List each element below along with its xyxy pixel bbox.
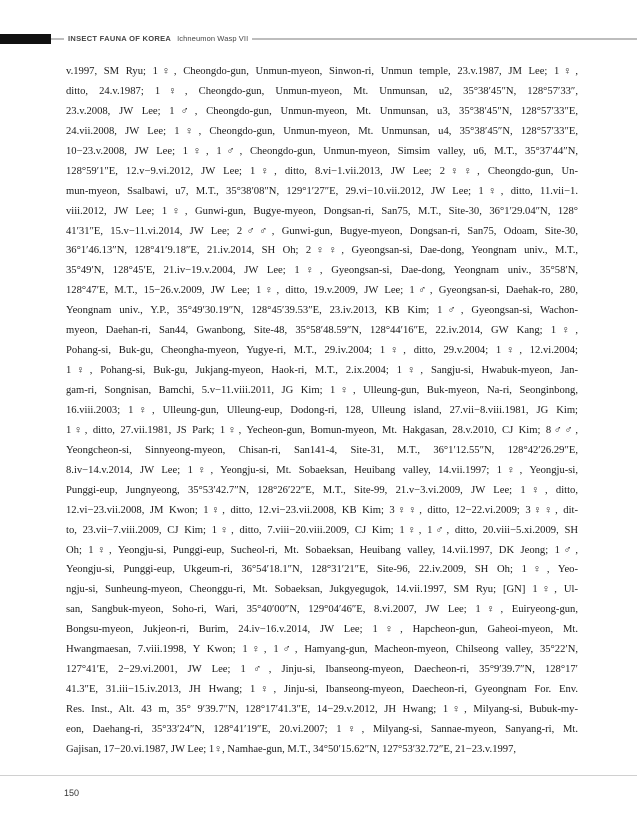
text-line: Pohang-si, Buk-gu, Cheongha-myeon, Yugye-ri, M.T., 29.iv.2004; 1♀, ditto, 29.v.2004; 1♀, 12.vi.2004; <box>66 345 578 357</box>
journal-title: INSECT FAUNA OF KOREA <box>68 34 172 43</box>
text-line: 128°47′E, M.T., 15−26.v.2009, JW Lee; 1♀, ditto, 19.v.2009, JW Lee; 1♂, Gyeongsan-si, Daehak-ro, 280, <box>66 285 578 297</box>
text-line: Punggi-eup, Jungnyeong, 35°53′42.7″N, 128°26′22″E, M.T., Site-99, 21.v−3.vi.2009, JW Lee; 1♀, ditto, <box>66 484 578 496</box>
text-line: Yeongnam univ., Y.P., 35°49′30.19″N, 128°45′39.53″E, 23.iv.2013, KB Kim; 1♂, Gyeongsan-si, Wachon- <box>66 305 578 317</box>
footer-rule <box>0 775 637 776</box>
text-line: Hwangmaesan, 7.viii.1998, Y Kwon; 1♀, 1♂, Hamyang-gun, Macheon-myeon, Chilseong valley, 35°22′N, <box>66 644 578 656</box>
text-line: Bongsu-myeon, Jukjeon-ri, Burim, 24.iv−16.v.2014, JW Lee; 1♀, Hapcheon-gun, Gaheoi-myeon, Mt. <box>66 624 578 636</box>
text-line: eon, Daehang-ri, 35°33′24″N, 128°41′19″E, 20.vi.2007; 1♀, Milyang-si, Sannae-myeon, Sanyang-ri, Mt. <box>66 723 578 735</box>
text-line: 41.3″E, 31.iii−15.iv.2013, JH Hwang; 1♀, Jinju-si, Ibanseong-myeon, Daecheon-ri, Gyeongnam For. Env. <box>66 684 578 696</box>
text-line: gam-ri, Songnisan, Bamchi, 5.v−11.viii.2011, JG Kim; 1♀, Ulleung-gun, Buk-myeon, Na-ri, Seonginbong, <box>66 385 578 396</box>
text-line: Gajisan, 17−20.vi.1987, JW Lee; 1♀, Namhae-gun, M.T., 34°50′15.62″N, 127°53′32.72″E, 21−23.v.1997, <box>66 743 517 755</box>
text-line: Yeongju-si, Punggi-eup, Ukgeum-ri, 36°54′18.1″N, 128°31′21″E, Site-96, 22.iv.2009, SH Oh; 1♀, Yeo- <box>66 564 578 576</box>
text-line: myeon, Daehan-ri, San44, Gwanbong, Site-48, 35°58′48.59″N, 128°44′16″E, 22.iv.2014, GW Kang; 1♀, <box>66 325 578 337</box>
running-header <box>64 34 252 44</box>
text-line: viii.2012, JW Lee; 1♀, Gunwi-gun, Bugye-myeon, Dongsan-ri, San75, M.T., Site-30, 36°1′29.04″N, 128° <box>66 205 578 217</box>
text-line: Res. Inst., Alt. 43 m, 35° 9′39.7″N, 128°17′41.3″E, 14−29.v.2012, JH Hwang; 1♀, Milyang-si, Bubuk-my- <box>66 704 578 715</box>
text-line: ditto, 24.v.1987; 1♀, Cheongdo-gun, Unmun-myeon, Mt. Unmunsan, u2, 35°38′45″N, 128°57′33″, <box>66 85 578 97</box>
text-line: 127°41′E, 2−29.vi.2001, JW Lee; 1♂, Jinju-si, Ibanseong-myeon, Daecheon-ri, 35°9′39.7″N, 128°17′ <box>66 664 578 676</box>
text-line: 16.viii.2003; 1♀, Ulleung-gun, Ulleung-eup, Dodong-ri, 128, Ulleung island, 27.vii−8.viii.1981, JG Kim; <box>66 404 578 416</box>
text-line: ngju-si, Sunheung-myeon, Cheonggu-ri, Mt. Sobaeksan, Jukgyegugok, 14.vii.1997, SM Ryu; [GN] 1♀, Ul- <box>66 584 578 596</box>
text-line: 1♀, Pohang-si, Buk-gu, Jukjang-myeon, Haok-ri, M.T., 2.ix.2004; 1♀, Sangju-si, Hwabuk-myeon, Jan- <box>66 365 578 377</box>
specimen-record-text <box>66 62 578 760</box>
text-line: 10−23.v.2008, JW Lee; 1♀, 1♂, Cheongdo-gun, Unmun-myeon, Simsim valley, u6, M.T., 35°37′44″N, <box>66 145 578 157</box>
text-line: 36°1′46.13″N, 128°41′9.18″E, 21.iv.2014, SH Oh; 2♀♀, Gyeongsan-si, Dae-dong, Yeongnam univ., M.T., <box>66 245 578 257</box>
text-line: 8.iv−14.v.2014, JW Lee; 1♀, Yeongju-si, Mt. Sobaeksan, Heuibang valley, 14.vii.1997; 1♀, Yeongju-si, <box>66 464 578 476</box>
page-number: 150 <box>64 788 80 798</box>
text-line: to, 23.vii−7.viii.2009, CJ Kim; 1♀, ditto, 7.viii−20.viii.2009, CJ Kim; 1♀, 1♂, ditto, 20.viii−5.xi.2009, SH <box>66 524 578 536</box>
text-line: v.1997, SM Ryu; 1♀, Cheongdo-gun, Unmun-myeon, Sinwon-ri, Unmun temple, 23.v.1987, JM Lee; 1♀, <box>66 66 578 77</box>
text-line: san, Sangbuk-myeon, Soho-ri, Wari, 35°40′00″N, 129°04′46″E, 8.vi.2007, JW Lee; 1♀, Euiryeong-gun, <box>66 604 578 616</box>
series-title: Ichneumon Wasp VII <box>177 34 249 43</box>
text-line: 12.vi−23.vii.2008, JM Kwon; 1♀, ditto, 12.vi−23.vii.2008, KB Kim; 3♀♀, ditto, 12−22.vi.2009; 3♀♀, dit- <box>66 504 578 516</box>
text-line: Yeongcheon-si, Sinnyeong-myeon, Chisan-ri, San141-4, Site-31, M.T., 36°1′12.55″N, 128°42′26.29″E, <box>66 444 578 456</box>
text-line: 24.vii.2008, JW Lee; 1♀, Cheongdo-gun, Unmun-myeon, Mt. Unmunsan, u4, 35°38′45″N, 128°57′33″E, <box>66 125 578 137</box>
text-line: 23.v.2008, JW Lee; 1♂, Cheongdo-gun, Unmun-myeon, Mt. Unmunsan, u3, 35°38′45″N, 128°57′33″E, <box>66 105 578 117</box>
text-line: Oh; 1♀, Yeongju-si, Punggi-eup, Sucheol-ri, Mt. Sobaeksan, Heuibang valley, 14.vii.1997, DK Jeong; 1♂, <box>66 544 578 556</box>
text-line: 41′31″E, 15.v−11.vi.2014, JW Lee; 2♂♂, Gunwi-gun, Bugye-myeon, Dongsan-ri, San75, Odoam, Site-30, <box>66 225 578 237</box>
text-line: 35°49′N, 128°45′E, 21.iv−19.v.2004, JW Lee; 1♀, Gyeongsan-si, Dae-dong, Yeongnam univ., 35°58′N, <box>66 265 578 277</box>
header-bar-accent <box>0 34 51 44</box>
text-line: mun-myeon, Ssalbawi, u7, M.T., 35°38′08″N, 129°1′27″E, 29.vi−10.vii.2012, JW Lee; 1♀, ditto, 11.vii−1. <box>66 185 578 197</box>
text-line: 128°59′1″E, 12.v−9.vi.2012, JW Lee; 1♀, ditto, 8.vi−1.vii.2013, JW Lee; 2♀♀, Cheongdo-gun, Un- <box>66 165 578 177</box>
text-line: 1♀, ditto, 27.vii.1981, JS Park; 1♀, Yecheon-gun, Bomun-myeon, Mt. Hakgasan, 28.v.2010, CJ Kim; 8♂♂, <box>66 424 578 436</box>
